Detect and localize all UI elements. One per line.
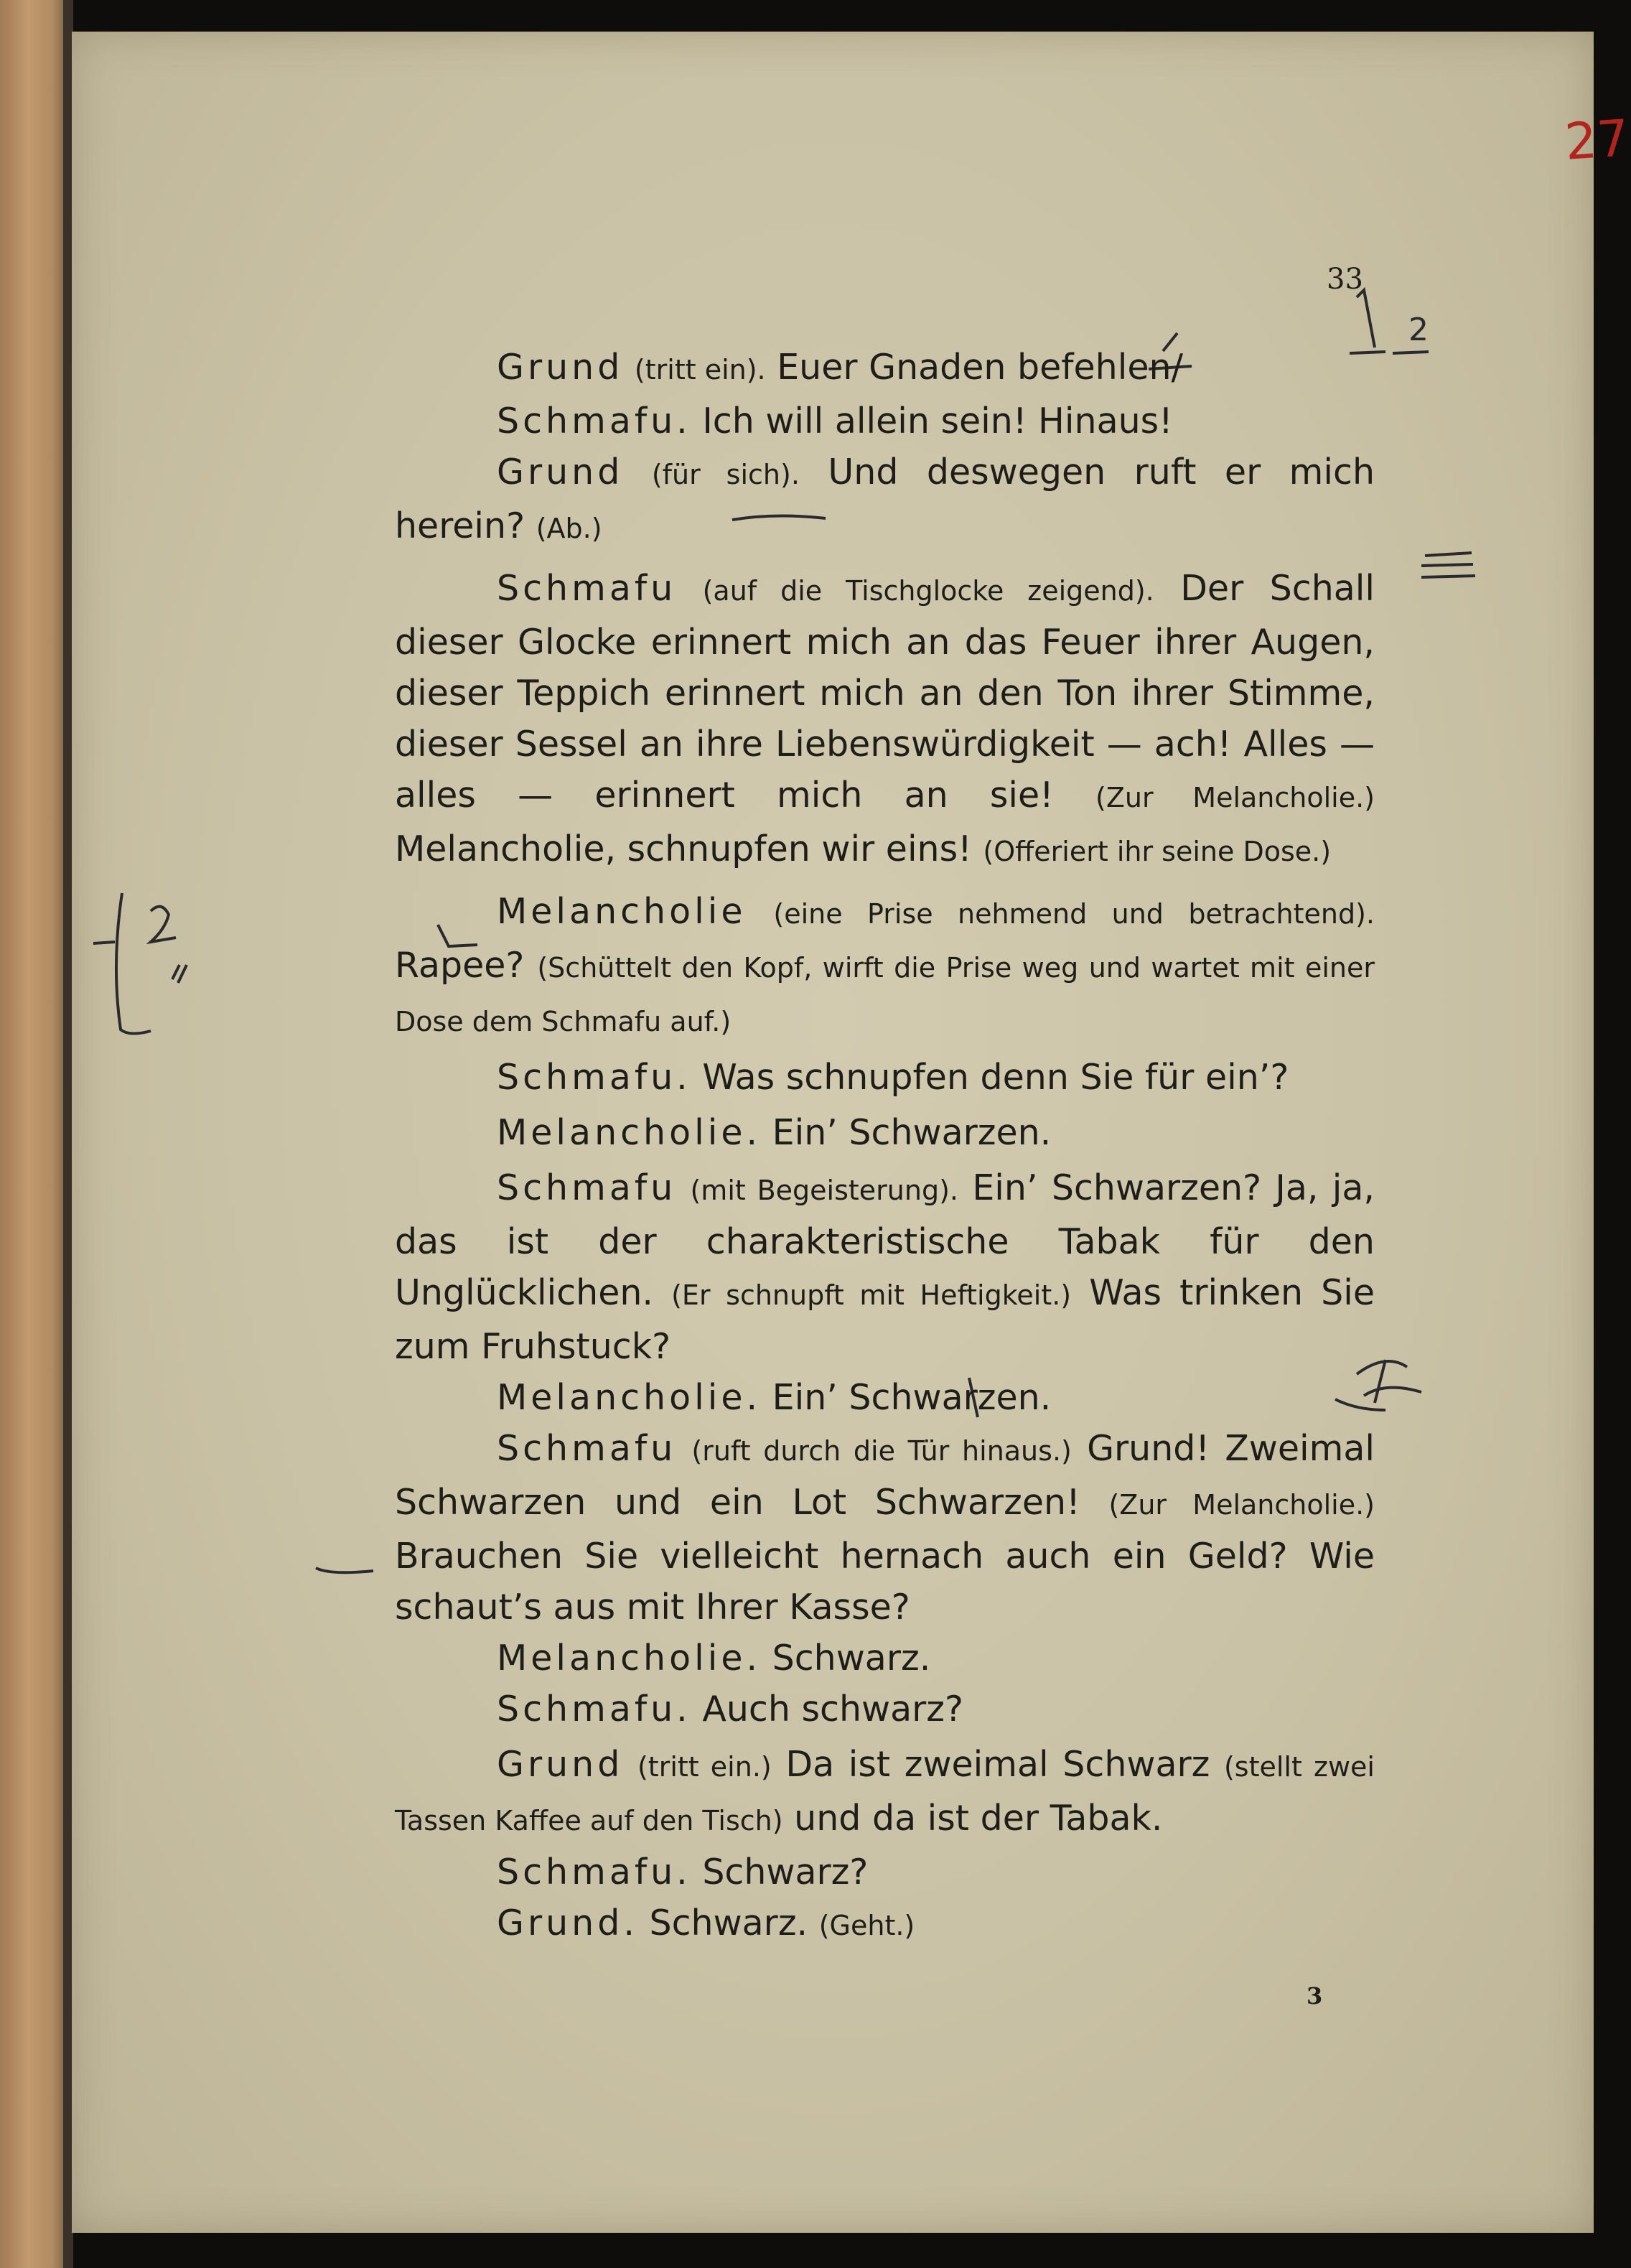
dialogue-text: Ich will allein sein! Hinaus! [702,401,1173,442]
speaker-name: Melancholie [497,891,747,932]
speaker-name: Schmafu [497,1167,677,1208]
dialogue-text: und da ist der Tabak. [794,1798,1163,1839]
speaker-name: Grund [497,452,624,493]
sheet-number: 27 [1563,108,1631,172]
dialogue-text: Ein’ Schwarzen? Ja, ja, das ist der charakteristische Tabak für den Unglücklichen. [395,1167,1375,1313]
annotation-top-right-text: 2 [1408,312,1429,348]
stage-direction: (stellt zwei Tassen Kaffee auf den Tisch) [395,1751,1375,1837]
dialogue-text: Was trinken Sie zum Fruhstuck? [395,1272,1375,1367]
dialogue-line [395,1423,1375,1633]
dialogue-text: Brauchen Sie vielleicht hernach auch ein Geld? Wie schaut’s aus mit Ihrer Kasse? [395,1536,1375,1628]
dialogue-text: Rapee? [395,945,525,986]
book-page [72,32,1631,2233]
dialogue-text: Schwarz. [649,1903,808,1943]
stage-direction: (Offeriert ihr seine Dose.) [983,836,1332,867]
dialogue-text: Euer Gnaden befehlen/ [777,347,1184,388]
stage-direction: (mit Begeisterung). [690,1175,958,1206]
speaker-name: Melancholie. [497,1638,762,1679]
stage-direction: (tritt ein.) [637,1751,772,1783]
dialogue-line [395,1162,1375,1372]
dialogue-line [395,886,1375,1047]
annotation-double-line [1421,553,1475,577]
stage-direction: (eine Prise nehmend und betrachtend). [773,898,1375,930]
annotation-left-bracket [93,893,187,1034]
dialogue-text: Auch schwarz? [702,1689,963,1730]
stage-direction: (für sich). [651,459,800,490]
dialogue-line [395,342,1375,396]
dialogue-line [395,1684,1375,1735]
stage-direction: (Geht.) [818,1910,915,1941]
dialogue-text: Was schnupfen denn Sie für ein’? [702,1057,1289,1098]
speaker-name: Grund. [497,1903,638,1943]
stage-direction: (Zur Melancholie.) [1108,1489,1375,1521]
stage-direction: (tritt ein). [634,354,766,386]
stage-direction: (Ab.) [536,513,602,544]
stage-direction: (Zur Melancholie.) [1095,782,1375,813]
dialogue-line [395,1633,1375,1684]
speaker-name: Schmafu. [497,1057,691,1098]
dialogue-line [395,563,1375,877]
dialogue-text: Grund! Zweimal Schwarzen und ein Lot Schwarzen! [395,1428,1375,1523]
signature-mark: 3 [1307,1982,1323,2010]
dialogue-text: Schwarz. [772,1638,931,1679]
dialogue-text: Schwarz? [702,1852,869,1893]
speaker-name: Schmafu. [497,1689,691,1730]
speaker-name: Schmafu [497,1428,677,1469]
speaker-name: Melancholie. [497,1377,762,1418]
speaker-name: Schmafu [497,568,677,609]
left-page-edge [0,0,70,2268]
speaker-name: Schmafu. [497,401,691,442]
dialogue-text: Da ist zweimal Schwarz [785,1744,1210,1785]
dialogue-line [395,1847,1375,1898]
dialogue-line [395,1372,1375,1423]
stage-direction: (Schüttelt den Kopf, wirft die Prise weg und wartet mit einer Dose dem Schmafu auf.) [395,952,1375,1037]
stage-direction: (Er schnupft mit Heftigkeit.) [671,1279,1072,1311]
speaker-name: Schmafu. [497,1852,691,1893]
dialogue-text: Melancholie, schnupfen wir eins! [395,829,972,869]
dialogue-line [395,1898,1375,1951]
dialogue-text: Der Schall dieser Glocke erinnert mich an das Feuer ihrer Augen, dieser Teppich erinnert mich an den Ton ihrer Stimme, dieser Sessel an ihre Liebenswürdigkeit — ach! Alles — alles — erinnert mich an sie! [395,568,1375,816]
dialogue-line [395,447,1375,554]
stage-direction: (ruft durch die Tür hinaus.) [691,1435,1072,1467]
page-number: 33 [1327,263,1363,296]
dialogue-line [395,1052,1375,1103]
stage-direction: (auf die Tischglocke zeigend). [702,575,1154,607]
speaker-name: Melancholie. [497,1112,762,1153]
dialogue-line [395,1739,1375,1847]
dialogue-text: Ein’ Schwarzen. [772,1112,1052,1153]
speaker-name: Grund [497,1744,624,1785]
dialogue-line [395,1107,1375,1158]
speaker-name: Grund [497,347,624,388]
play-text [395,342,1375,1951]
dialogue-text: Und deswegen ruft er mich herein? [395,452,1375,546]
dialogue-line [395,396,1375,447]
dialogue-text: Ein’ Schwarzen. [772,1377,1052,1418]
